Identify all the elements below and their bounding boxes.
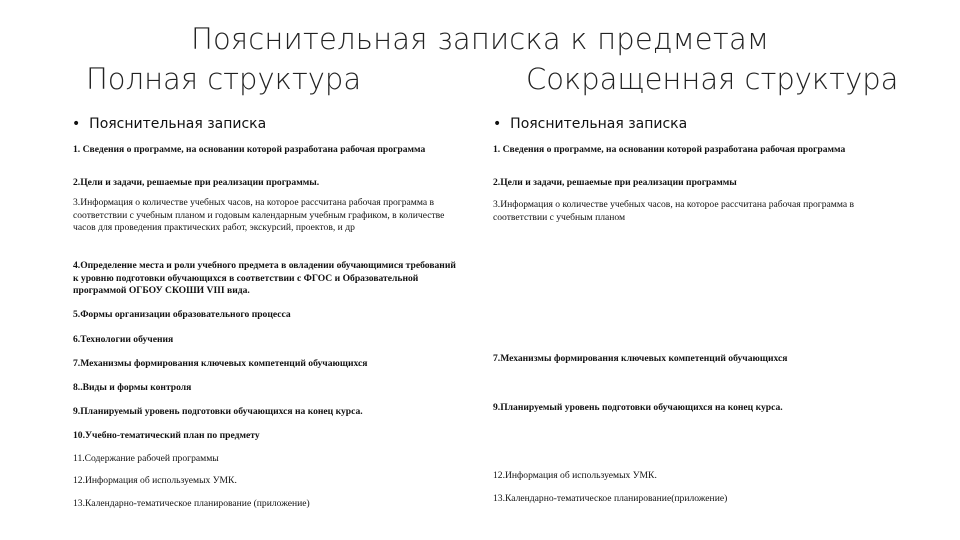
left-item-4: 4.Определение места и роли учебного предмета в овладении обучающимися требований к уровню подготовки обучающихся в соответствии с ФГОС и Образовательной программой ОГБОУ СКОШИ VIII вида.: [73, 260, 456, 296]
left-item-1: 1. Сведения о программе, на основании которой разработана рабочая программа: [73, 144, 426, 155]
full-structure-heading: Полная структура: [86, 62, 362, 96]
left-item-11: 11.Содержание рабочей программы: [73, 453, 219, 464]
left-bullet-label: Пояснительная записка: [89, 116, 267, 132]
right-item-12: 12.Информация об используемых УМК.: [493, 470, 657, 481]
left-item-13: 13.Календарно-тематическое планирование (приложение): [73, 498, 310, 509]
right-item-9: 9.Планируемый уровень подготовки обучающихся на конец курса.: [493, 402, 783, 413]
short-structure-heading: Сокращенная структура: [526, 62, 899, 96]
right-bullet-label: Пояснительная записка: [510, 116, 688, 132]
left-bullet-item: • Пояснительная записка: [72, 116, 267, 132]
left-item-7: 7.Механизмы формирования ключевых компетенций обучающихся: [73, 358, 368, 369]
left-item-6: 6.Технологии обучения: [73, 334, 174, 345]
right-item-1: 1. Сведения о программе, на основании которой разработана рабочая программа: [493, 144, 846, 155]
right-item-3: 3.Информация о количестве учебных часов, на которое рассчитана рабочая программа в соответствии с учебным планом: [493, 199, 855, 223]
left-item-5: 5.Формы организации образовательного процесса: [73, 309, 291, 320]
right-bullet-item: • Пояснительная записка: [493, 116, 688, 132]
left-item-10: 10.Учебно-тематический план по предмету: [73, 430, 260, 441]
left-item-2: 2.Цели и задачи, решаемые при реализации программы.: [73, 177, 320, 188]
right-item-13: 13.Календарно-тематическое планирование(приложение): [493, 493, 728, 504]
right-item-2: 2.Цели и задачи, решаемые при реализации программы: [493, 177, 737, 188]
slide-title: Пояснительная записка к предметам: [190, 22, 770, 56]
left-item-8: 8..Виды и формы контроля: [73, 382, 192, 393]
right-item-7: 7.Механизмы формирования ключевых компетенций обучающихся: [493, 353, 788, 364]
left-item-12: 12.Информация об используемых УМК.: [73, 475, 237, 486]
left-item-3: 3.Информация о количестве учебных часов, на которое рассчитана рабочая программа в соответствии с учебным планом и годовым календарным учебным графиком, в количестве часов для проведения практических работ, экскурсий, проектов, и др: [73, 197, 445, 233]
left-item-9: 9.Планируемый уровень подготовки обучающихся на конец курса.: [73, 406, 363, 417]
